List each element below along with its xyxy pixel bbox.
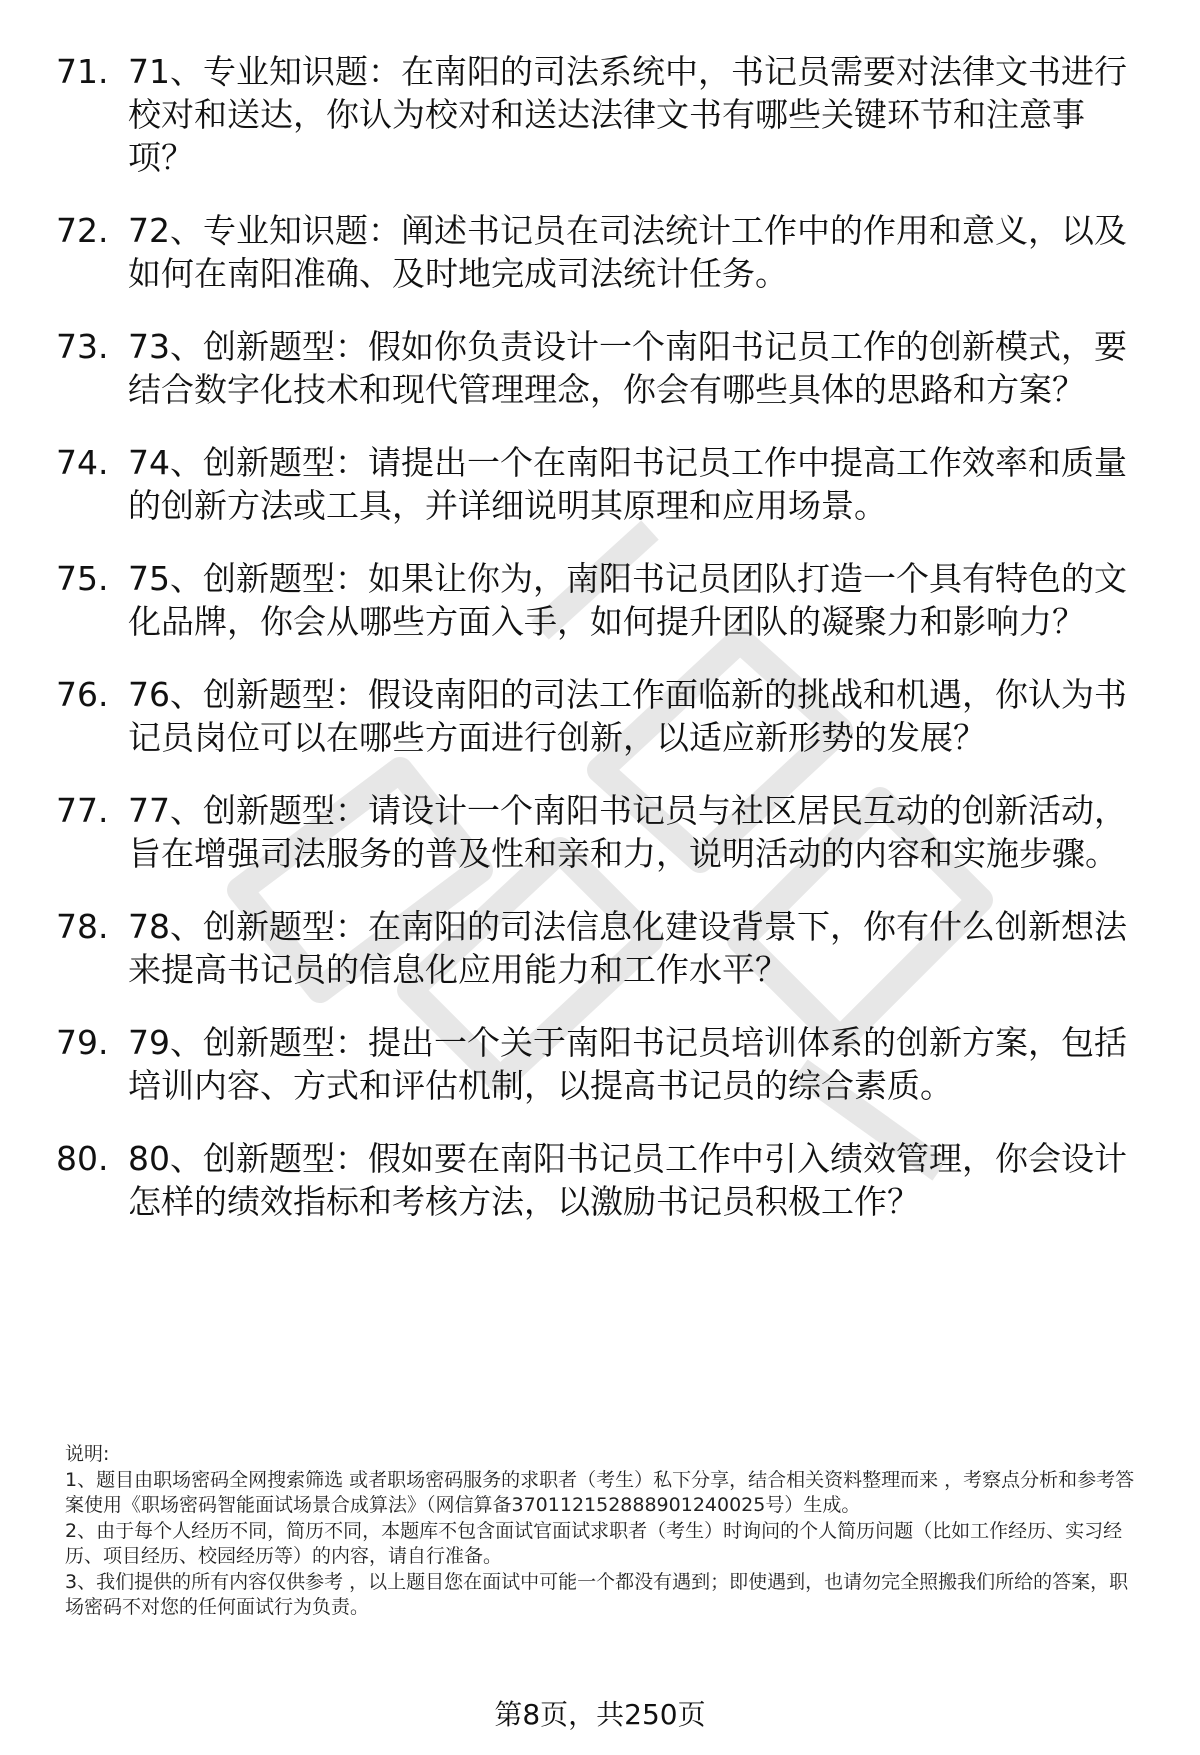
question-text: 76、创新题型：假设南阳的司法工作面临新的挑战和机遇，你认为书记员岗位可以在哪些方面进行创新，以适应新形势的发展？ (128, 675, 1127, 757)
question-text: 77、创新题型：请设计一个南阳书记员与社区居民互动的创新活动，旨在增强司法服务的普及性和亲和力，说明活动的内容和实施步骤。 (128, 791, 1127, 873)
question-number: 75. (56, 559, 109, 598)
notes-section (65, 1442, 1140, 1621)
question-item (56, 905, 1146, 991)
question-number: 78. (56, 907, 109, 946)
question-text: 71、专业知识题：在南阳的司法系统中，书记员需要对法律文书进行校对和送达，你认为校对和送达法律文书有哪些关键环节和注意事项？ (128, 52, 1127, 177)
note-item: 2、由于每个人经历不同，简历不同，本题库不包含面试官面试求职者（考生）时询问的个人简历问题（比如工作经历、实习经历、项目经历、校园经历等）的内容，请自行准备。 (65, 1519, 1123, 1567)
question-number: 74. (56, 443, 109, 482)
question-item (56, 673, 1146, 759)
notes-heading: 说明: (65, 1443, 110, 1465)
question-item (56, 441, 1146, 527)
question-number: 71. (56, 52, 109, 91)
question-number: 76. (56, 675, 109, 714)
question-text: 78、创新题型：在南阳的司法信息化建设背景下，你有什么创新想法来提高书记员的信息化应用能力和工作水平？ (128, 907, 1127, 989)
question-text: 75、创新题型：如果让你为，南阳书记员团队打造一个具有特色的文化品牌，你会从哪些方面入手，如何提升团队的凝聚力和影响力？ (128, 559, 1127, 641)
question-number: 79. (56, 1023, 109, 1062)
question-item (56, 50, 1146, 179)
question-list (56, 50, 1146, 1253)
question-item (56, 789, 1146, 875)
question-item (56, 557, 1146, 643)
question-item (56, 325, 1146, 411)
question-item (56, 1137, 1146, 1223)
question-text: 73、创新题型：假如你负责设计一个南阳书记员工作的创新模式，要结合数字化技术和现代管理理念，你会有哪些具体的思路和方案？ (128, 327, 1127, 409)
question-number: 80. (56, 1139, 109, 1178)
question-item (56, 1021, 1146, 1107)
page-number: 第8页，共250页 (494, 1698, 706, 1731)
question-text: 72、专业知识题：阐述书记员在司法统计工作中的作用和意义，以及如何在南阳准确、及时地完成司法统计任务。 (128, 211, 1127, 293)
question-number: 73. (56, 327, 109, 366)
question-number: 77. (56, 791, 109, 830)
question-number: 72. (56, 211, 109, 250)
question-text: 80、创新题型：假如要在南阳书记员工作中引入绩效管理，你会设计怎样的绩效指标和考核方法，以激励书记员积极工作？ (128, 1139, 1127, 1221)
question-text: 74、创新题型：请提出一个在南阳书记员工作中提高工作效率和质量的创新方法或工具，并详细说明其原理和应用场景。 (128, 443, 1127, 525)
note-item: 3、我们提供的所有内容仅供参考 ，以上题目您在面试中可能一个都没有遇到；即使遇到，也请勿完全照搬我们所给的答案，职场密码不对您的任何面试行为负责。 (65, 1570, 1129, 1618)
question-item (56, 209, 1146, 295)
question-text: 79、创新题型：提出一个关于南阳书记员培训体系的创新方案，包括培训内容、方式和评估机制，以提高书记员的综合素质。 (128, 1023, 1127, 1105)
note-item: 1、题目由职场密码全网搜索筛选 或者职场密码服务的求职者（考生）私下分享，结合相关资料整理而来 ，考察点分析和参考答案使用《职场密码智能面试场景合成算法》（网信算备370112152888901240025号）生成。 (65, 1468, 1135, 1516)
